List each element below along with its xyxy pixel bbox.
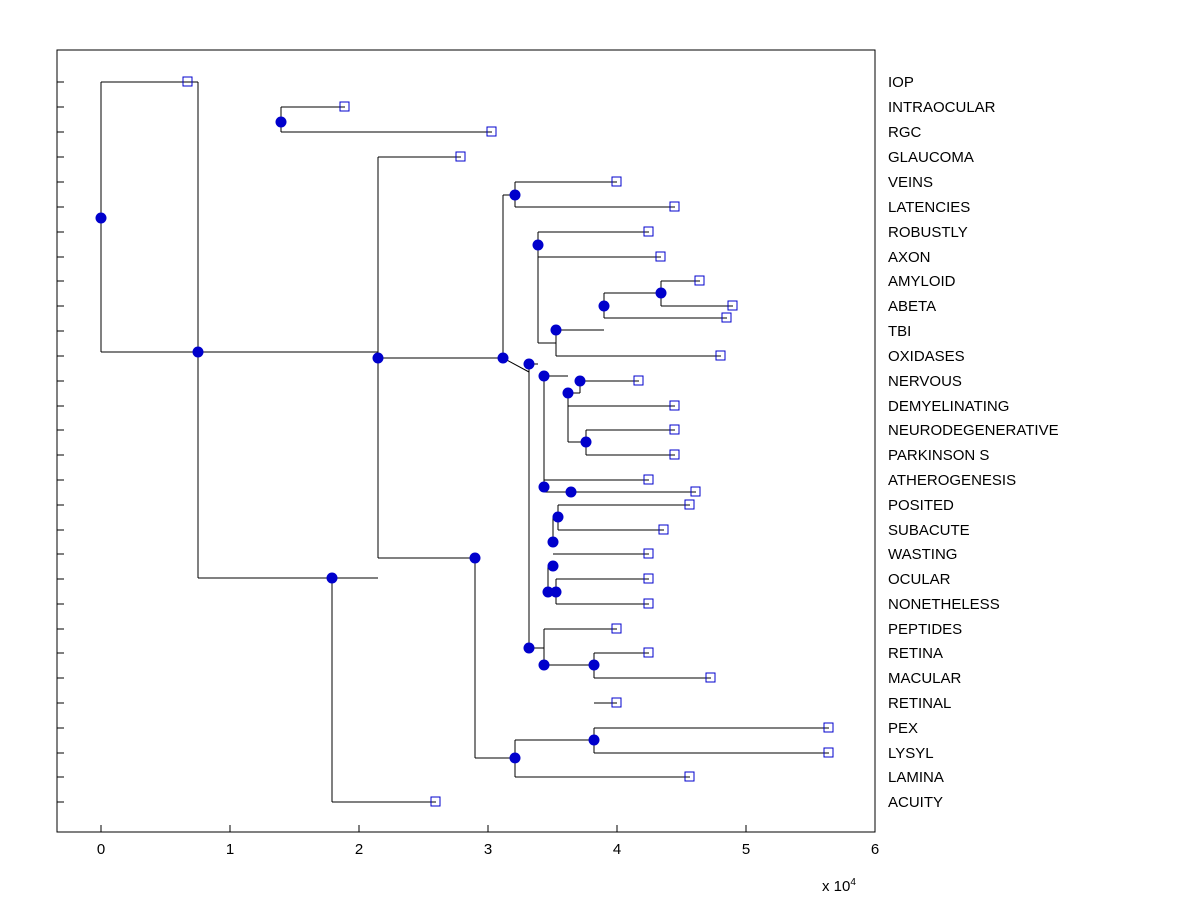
leaf-label-retina: RETINA <box>888 645 944 662</box>
leaf-label-parkinson-s: PARKINSON S <box>888 447 990 464</box>
leaf-label-demyelinating: DEMYELINATING <box>888 398 1010 415</box>
leaf-label-oxidases: OXIDASES <box>888 348 965 365</box>
x-tick-0: 0 <box>96 841 106 858</box>
leaf-label-atherogenesis: ATHEROGENESIS <box>888 472 1017 489</box>
leaf-label-macular: MACULAR <box>888 670 962 687</box>
leaf-label-wasting: WASTING <box>888 546 958 563</box>
leaf-label-axon: AXON <box>888 249 931 266</box>
leaf-label-rgc: RGC <box>888 124 922 141</box>
leaf-label-lysyl: LYSYL <box>888 745 934 762</box>
leaf-label-iop: IOP <box>888 74 914 91</box>
x-tick-3: 3 <box>483 841 493 858</box>
x-tick-4: 4 <box>612 841 622 858</box>
leaf-label-acuity: ACUITY <box>888 794 944 811</box>
leaf-label-veins: VEINS <box>888 174 934 191</box>
leaf-label-lamina: LAMINA <box>888 769 944 786</box>
leaf-label-abeta: ABETA <box>888 298 937 315</box>
leaf-label-intraocular: INTRAOCULAR <box>888 99 996 116</box>
leaf-label-pex: PEX <box>888 720 919 737</box>
x-tick-6: 6 <box>870 841 880 858</box>
x-axis-exponent-base: x 10 <box>822 878 851 895</box>
leaf-label-nonetheless: NONETHELESS <box>888 596 1000 613</box>
leaf-label-retinal: RETINAL <box>888 695 952 712</box>
plot-frame <box>57 50 875 832</box>
leaf-label-amyloid: AMYLOID <box>888 273 956 290</box>
leaf-label-robustly: ROBUSTLY <box>888 224 968 241</box>
leaf-label-tbi: TBI <box>888 323 912 340</box>
x-axis-exponent-power: 4 <box>850 877 856 888</box>
x-axis-exponent <box>822 877 856 895</box>
leaf-label-neurodegenerative: NEURODEGENERATIVE <box>888 422 1059 439</box>
x-tick-5: 5 <box>741 841 751 858</box>
leaf-label-ocular: OCULAR <box>888 571 951 588</box>
x-tick-2: 2 <box>354 841 364 858</box>
leaf-label-subacute: SUBACUTE <box>888 522 970 539</box>
leaf-label-nervous: NERVOUS <box>888 373 962 390</box>
leaf-label-column <box>888 0 1188 900</box>
x-tick-1: 1 <box>225 841 235 858</box>
leaf-label-glaucoma: GLAUCOMA <box>888 149 974 166</box>
leaf-label-peptides: PEPTIDES <box>888 621 963 638</box>
leaf-label-posited: POSITED <box>888 497 954 514</box>
leaf-label-latencies: LATENCIES <box>888 199 971 216</box>
